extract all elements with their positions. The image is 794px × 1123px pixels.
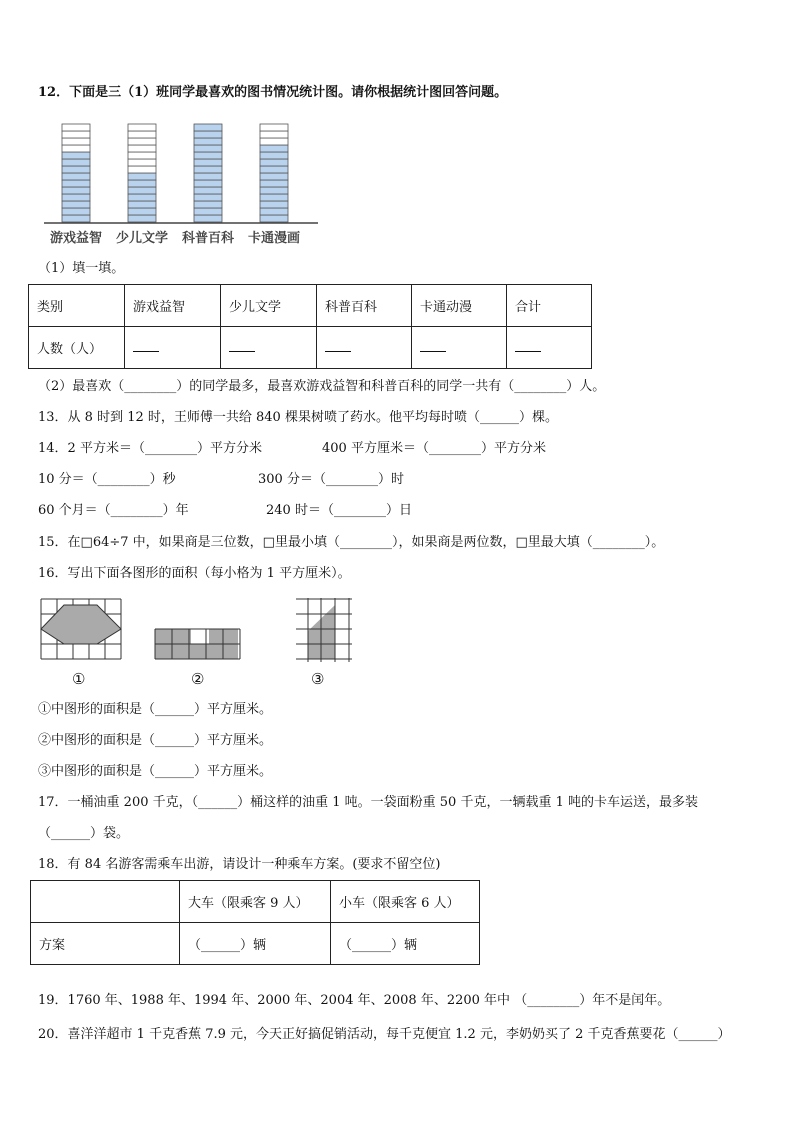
bar-cell-empty — [62, 138, 90, 145]
answer-blank[interactable] — [221, 327, 317, 369]
bar-cell-filled — [260, 159, 288, 166]
bar-cell-filled — [62, 166, 90, 173]
bar-cell-filled — [194, 152, 222, 159]
table-header-literature: 少儿文学 — [221, 285, 317, 327]
q14-f: 240 时＝（________）日 — [266, 503, 412, 518]
bar-cell-empty — [62, 124, 90, 131]
bar-cell-filled — [194, 173, 222, 180]
bar-cell-empty — [128, 145, 156, 152]
q12-sub2: （2）最喜欢（________）的同学最多，最喜欢游戏益智和科普百科的同学一共有（________）人。 — [38, 379, 606, 394]
bar-cell-filled — [260, 180, 288, 187]
q16-intro: 16．写出下面各图形的面积（每小格为 1 平方厘米）。 — [38, 566, 351, 581]
bar-cell-filled — [62, 180, 90, 187]
bar-cell-filled — [62, 152, 90, 159]
bar-cell-empty — [128, 152, 156, 159]
answer-cell-big[interactable]: （______）辆 — [180, 923, 331, 965]
x-tick-label: 卡通漫画 — [247, 231, 301, 246]
figure-label-3: ③ — [311, 670, 325, 688]
table-header-category: 类别 — [29, 285, 125, 327]
bar-cell-filled — [128, 173, 156, 180]
bar-cell-filled — [62, 159, 90, 166]
bar-cell-filled — [260, 152, 288, 159]
figure-label-2: ② — [191, 670, 205, 688]
bar-cell-empty — [260, 124, 288, 131]
bar-cell-filled — [62, 173, 90, 180]
bar-cell-filled — [128, 180, 156, 187]
x-tick-label: 游戏益智 — [49, 231, 103, 246]
q12-table — [28, 284, 592, 369]
q16-answer-3: ③中图形的面积是（______）平方厘米。 — [38, 764, 273, 779]
q14-c: 10 分＝（________）秒 — [38, 472, 176, 487]
x-tick-label: 科普百科 — [181, 231, 235, 246]
bar-cell-filled — [194, 180, 222, 187]
bar-cell-empty — [128, 124, 156, 131]
bar-cell-filled — [128, 187, 156, 194]
grid-figure-2 — [154, 628, 242, 662]
q14-e: 60 个月＝（________）年 — [38, 503, 189, 518]
bar-cell-empty — [62, 145, 90, 152]
x-tick-label: 少儿文学 — [115, 231, 169, 246]
answer-blank[interactable] — [317, 327, 412, 369]
bar-cell-empty — [62, 131, 90, 138]
bar-cell-empty — [260, 138, 288, 145]
bar-cell-filled — [260, 194, 288, 201]
bar-cell-filled — [194, 201, 222, 208]
grid-figure-3 — [296, 598, 352, 662]
bar-cell-filled — [194, 131, 222, 138]
table-header-small-bus: 小车（限乘客 6 人） — [331, 881, 480, 923]
answer-blank[interactable] — [412, 327, 507, 369]
bar-cell-filled — [260, 215, 288, 222]
bar-cell-filled — [62, 208, 90, 215]
bar-cell-filled — [128, 194, 156, 201]
bar-cell-filled — [260, 208, 288, 215]
table-header-total: 合计 — [507, 285, 592, 327]
bar-cell-filled — [260, 145, 288, 152]
q17-line1: 17．一桶油重 200 千克，（______）桶这样的油重 1 吨。一袋面粉重 50 千克，一辆载重 1 吨的卡车运送，最多装 — [38, 795, 698, 810]
grid-figure-1 — [40, 598, 122, 662]
bar-cell-filled — [62, 201, 90, 208]
q19: 19．1760 年、1988 年、1994 年、2000 年、2004 年、2008 年、2200 年中 （________）年不是闰年。 — [38, 993, 671, 1008]
bar-cell-empty — [128, 159, 156, 166]
bar-cell-filled — [260, 166, 288, 173]
bar-cell-filled — [194, 159, 222, 166]
q12-intro: 12．下面是三（1）班同学最喜欢的图书情况统计图。请你根据统计图回答问题。 — [38, 85, 508, 100]
q20: 20．喜洋洋超市 1 千克香蕉 7.9 元，今天正好搞促销活动，每千克便宜 1.2 元，李奶奶买了 2 千克香蕉要花（______） — [38, 1027, 731, 1042]
bar-cell-filled — [260, 173, 288, 180]
bar-cell-filled — [128, 201, 156, 208]
bar-cell-filled — [194, 124, 222, 131]
table-header-cartoon: 卡通动漫 — [412, 285, 507, 327]
bar-cell-filled — [194, 145, 222, 152]
figure-label-1: ① — [72, 670, 86, 688]
book-preference-chart — [44, 112, 318, 248]
answer-blank[interactable] — [507, 327, 592, 369]
q14-d: 300 分＝（________）时 — [258, 472, 404, 487]
table-header-game: 游戏益智 — [125, 285, 221, 327]
bar-cell-filled — [128, 215, 156, 222]
bar-cell-empty — [260, 131, 288, 138]
bar-cell-filled — [194, 166, 222, 173]
table-row-label: 人数（人） — [29, 327, 125, 369]
answer-blank[interactable] — [125, 327, 221, 369]
bar-cell-filled — [194, 138, 222, 145]
bar-cell-empty — [128, 166, 156, 173]
q18-intro: 18．有 84 名游客需乘车出游，请设计一种乘车方案。(要求不留空位) — [38, 857, 441, 872]
bar-cell-filled — [62, 187, 90, 194]
bar-cell-filled — [194, 215, 222, 222]
q13: 13．从 8 时到 12 时，王师傅一共给 840 棵果树喷了药水。他平均每时喷（______）棵。 — [38, 410, 558, 425]
q12-sub1: （1）填一填。 — [38, 261, 125, 276]
answer-cell-small[interactable]: （______）辆 — [331, 923, 480, 965]
q16-answer-2: ②中图形的面积是（______）平方厘米。 — [38, 733, 273, 748]
q16-answer-1: ①中图形的面积是（______）平方厘米。 — [38, 702, 273, 717]
bar-cell-filled — [194, 208, 222, 215]
bar-cell-filled — [194, 187, 222, 194]
bar-cell-filled — [62, 194, 90, 201]
q17-line2: （______）袋。 — [38, 826, 130, 841]
q14-b: 400 平方厘米＝（________）平方分米 — [322, 441, 546, 456]
table-row-label: 方案 — [31, 923, 180, 965]
bar-cell-empty — [128, 131, 156, 138]
table-header-science: 科普百科 — [317, 285, 412, 327]
bar-cell-filled — [194, 194, 222, 201]
bar-cell-filled — [260, 187, 288, 194]
q15: 15．在□64÷7 中，如果商是三位数，□里最小填（________），如果商是两位数，□里最大填（________）。 — [38, 535, 665, 550]
q14-a: 14．2 平方米＝（________）平方分米 — [38, 441, 262, 456]
bar-cell-filled — [62, 215, 90, 222]
table-header-big-bus: 大车（限乘客 9 人） — [180, 881, 331, 923]
bar-cell-empty — [128, 138, 156, 145]
bar-cell-filled — [128, 208, 156, 215]
bar-cell-filled — [260, 201, 288, 208]
q18-table — [30, 880, 480, 965]
